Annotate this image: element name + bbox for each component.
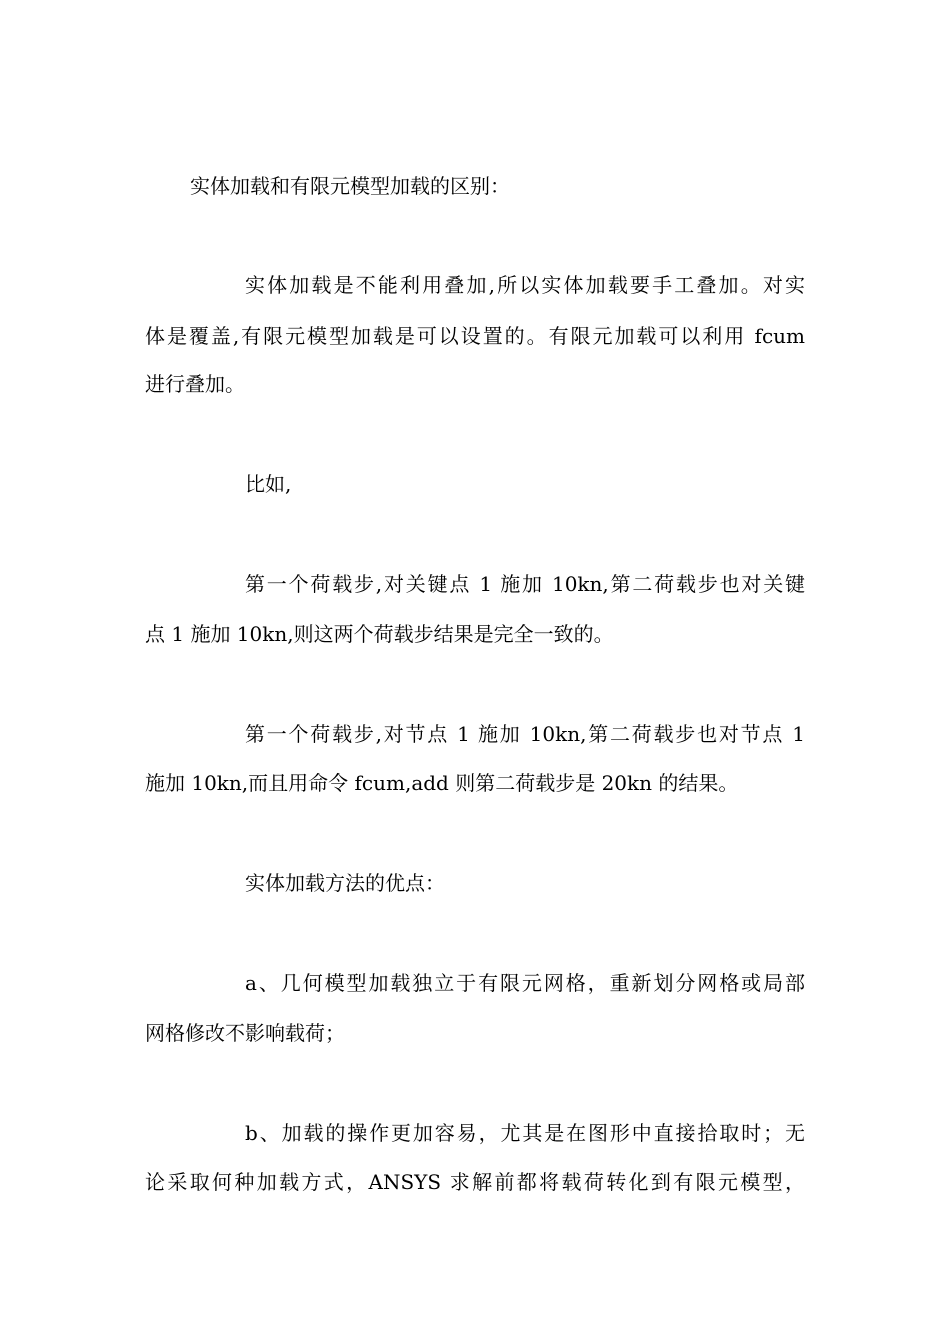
paragraph-3-line-1: 第一个荷载步,对关键点 1 施加 10kn,第二荷载步也对关键 [245,572,805,596]
paragraph-1-line-3: 进行叠加。 [145,372,245,396]
paragraph-4-line-2: 施加 10kn,而且用命令 fcum,add 则第二荷载步是 20kn 的结果。 [145,771,739,795]
paragraph-6-line-1: a、几何模型加载独立于有限元网格，重新划分网格或局部 [245,971,805,995]
paragraph-5-line-1: 实体加载方法的优点： [245,871,445,895]
paragraph-4-line-1: 第一个荷载步,对节点 1 施加 10kn,第二荷载步也对节点 1 [245,722,805,746]
paragraph-7-line-1: b、加载的操作更加容易，尤其是在图形中直接拾取时；无 [245,1121,805,1145]
paragraph-3-line-2: 点 1 施加 10kn,则这两个荷载步结果是完全一致的。 [145,622,614,646]
paragraph-1-line-1: 实体加载是不能利用叠加,所以实体加载要手工叠加。对实 [245,273,805,297]
paragraph-6-line-2: 网格修改不影响载荷； [145,1021,345,1045]
paragraph-1-line-2: 体是覆盖,有限元模型加载是可以设置的。有限元加载可以利用 fcum [145,324,805,348]
paragraph-2-line-1: 比如, [245,472,292,496]
heading: 实体加载和有限元模型加载的区别： [190,174,510,198]
paragraph-7-line-2: 论采取何种加载方式，ANSYS 求解前都将载荷转化到有限元模型， [145,1170,805,1194]
